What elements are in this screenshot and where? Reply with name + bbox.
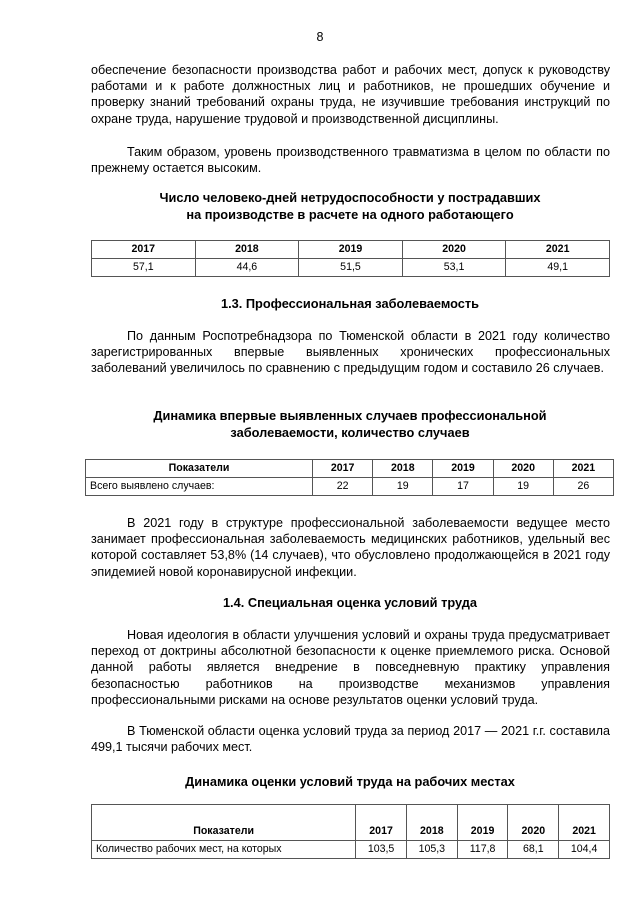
table1-header-cell: 2021 (506, 241, 610, 259)
table2-value-cell: 19 (493, 478, 553, 496)
table3-header-cell: 2017 (356, 805, 407, 841)
table3-header-cell: 2021 (559, 805, 610, 841)
table-header-row (86, 460, 614, 478)
table2-title (80, 408, 620, 441)
table-header-row (92, 241, 610, 259)
table1-header-cell: 2018 (195, 241, 299, 259)
table2-header-cell: 2020 (493, 460, 553, 478)
section-1-4-heading: 1.4. Специальная оценка условий труда (222, 595, 478, 610)
table2-row-label: Всего выявлено случаев: (86, 478, 313, 496)
table-row (86, 478, 614, 496)
table-workplace-assessment (91, 804, 610, 859)
table3-row-label: Количество рабочих мест, на которых (92, 841, 356, 859)
paragraph-5: Новая идеология в области улучшения условий и охраны труда предусматривает переход от доктрины абсолютной безопасности к оценке приемлемого риска. Основой данной работы является внедрение в повседневную практику управления безопасностью работников на производстве механизмов управления профессиональными рисками на основе результатов оценки условий труда. (91, 628, 610, 707)
table2-value-cell: 26 (553, 478, 613, 496)
table-incapacity-days (91, 240, 610, 277)
table2-header-label: Показатели (86, 460, 313, 478)
table-occupational-diseases (85, 459, 614, 496)
table1-value-cell: 53,1 (402, 259, 506, 277)
table2-header-cell: 2019 (433, 460, 493, 478)
table3-value-cell: 68,1 (508, 841, 559, 859)
table2-value-cell: 17 (433, 478, 493, 496)
table3-title: Динамика оценки условий труда на рабочих местах (185, 774, 515, 789)
table1-title (80, 190, 620, 223)
table1-value-cell: 49,1 (506, 259, 610, 277)
table3-value-cell: 105,3 (406, 841, 457, 859)
table1-title-line2: на производстве в расчете на одного работающего (186, 206, 514, 222)
table3-value-cell: 103,5 (356, 841, 407, 859)
table-header-row (92, 805, 610, 841)
table3-value-cell: 117,8 (457, 841, 508, 859)
paragraph-4: В 2021 году в структуре профессиональной заболеваемости ведущее место занимает профессиональная заболеваемость медицинских работников, удельный вес которой составляет 53,8% (14 случаев), что обусловлено продолжающейся в 2021 году эпидемией новой коронавирусной инфекции. (91, 516, 610, 579)
page-number: 8 (316, 30, 324, 44)
table1-value-cell: 57,1 (92, 259, 196, 277)
table2-title-line2: заболеваемости, количество случаев (230, 424, 470, 440)
paragraph-2: Таким образом, уровень производственного травматизма в целом по области по прежнему остается высоким. (91, 145, 610, 176)
table1-header-cell: 2020 (402, 241, 506, 259)
section-1-3-heading: 1.3. Профессиональная заболеваемость (220, 296, 480, 311)
table-row (92, 841, 610, 859)
table3-header-cell: 2019 (457, 805, 508, 841)
table1-value-cell: 44,6 (195, 259, 299, 277)
table3-header-cell: 2020 (508, 805, 559, 841)
table2-header-cell: 2017 (313, 460, 373, 478)
table2-header-cell: 2021 (553, 460, 613, 478)
table1-header-cell: 2017 (92, 241, 196, 259)
table2-value-cell: 22 (313, 478, 373, 496)
table2-header-cell: 2018 (373, 460, 433, 478)
paragraph-3: По данным Роспотребнадзора по Тюменской области в 2021 году количество зарегистрированных впервые выявленных хронических профессиональных заболеваний увеличилось по сравнению с предыдущим годом и составило 26 случаев. (91, 329, 610, 376)
table3-header-label: Показатели (92, 805, 356, 841)
table2-title-line1: Динамика впервые выявленных случаев профессиональной (153, 408, 547, 423)
table3-header-cell: 2018 (406, 805, 457, 841)
table2-value-cell: 19 (373, 478, 433, 496)
table3-value-cell: 104,4 (559, 841, 610, 859)
paragraph-6: В Тюменской области оценка условий труда за период 2017 — 2021 г.г. составила 499,1 тысячи рабочих мест. (91, 724, 610, 755)
table1-title-line1: Число человеко-дней нетрудоспособности у пострадавших (159, 190, 541, 205)
table-row (92, 259, 610, 277)
table1-header-cell: 2019 (299, 241, 403, 259)
paragraph-1: обеспечение безопасности производства работ и рабочих мест, допуск к руководству работами и к работе должностных лиц и работников, не прошедших обучение и проверку знаний требований охраны труда, не изучившие требования инструкций по охране труда, нарушение трудовой и производственной дисциплины. (91, 63, 610, 126)
table1-value-cell: 51,5 (299, 259, 403, 277)
